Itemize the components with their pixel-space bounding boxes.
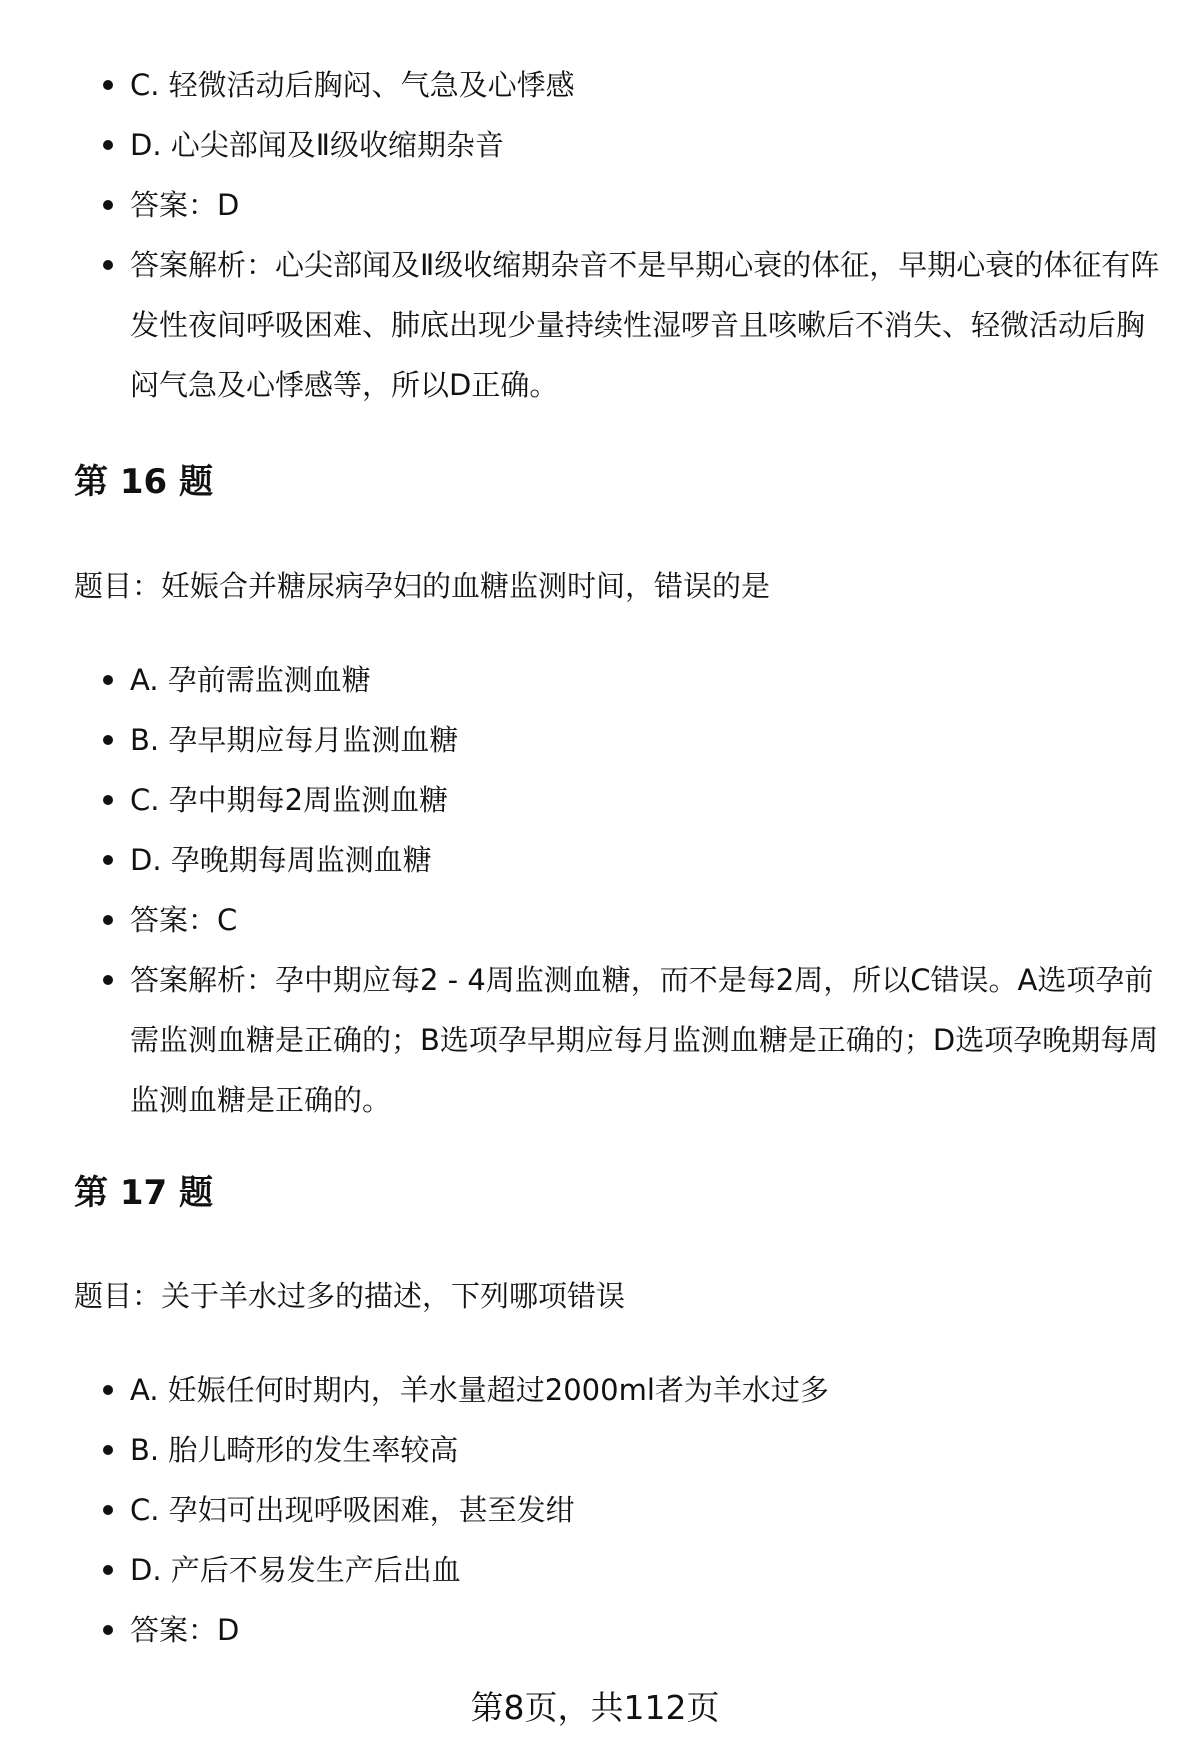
list-item-option-a: A. 妊娠任何时期内，羊水量超过2000ml者为羊水过多 xyxy=(0,1360,1190,1420)
list-item-option-c: C. 轻微活动后胸闷、气急及心悸感 xyxy=(0,55,1190,115)
list-item-answer: 答案：D xyxy=(0,1600,1190,1660)
page-number: 第8页，共112页 xyxy=(470,1688,720,1727)
list-item-answer: 答案：C xyxy=(0,890,1190,950)
question-17-stem: 题目：关于羊水过多的描述，下列哪项错误 xyxy=(74,1279,626,1313)
prev-question-list xyxy=(0,55,1190,415)
list-item-explanation: 答案解析：心尖部闻及Ⅱ级收缩期杂音不是早期心衰的体征，早期心衰的体征有阵发性夜间呼吸困难、肺底出现少量持续性湿啰音且咳嗽后不消失、轻微活动后胸闷气急及心悸感等，所以D正确。 xyxy=(0,235,1190,415)
question-16-list xyxy=(0,650,1190,1130)
list-item-option-c: C. 孕妇可出现呼吸困难，甚至发绀 xyxy=(0,1480,1190,1540)
list-item-option-b: B. 孕早期应每月监测血糖 xyxy=(0,710,1190,770)
question-16-heading: 第 16 题 xyxy=(74,462,213,502)
list-item-option-d: D. 孕晚期每周监测血糖 xyxy=(0,830,1190,890)
list-item-explanation: 答案解析：孕中期应每2 - 4周监测血糖，而不是每2周，所以C错误。A选项孕前需监测血糖是正确的；B选项孕早期应每月监测血糖是正确的；D选项孕晚期每周监测血糖是正确的。 xyxy=(0,950,1190,1130)
list-item-option-b: B. 胎儿畸形的发生率较高 xyxy=(0,1420,1190,1480)
list-item-option-a: A. 孕前需监测血糖 xyxy=(0,650,1190,710)
list-item-option-d: D. 产后不易发生产后出血 xyxy=(0,1540,1190,1600)
list-item-option-c: C. 孕中期每2周监测血糖 xyxy=(0,770,1190,830)
question-17-list xyxy=(0,1360,1190,1660)
list-item-option-d: D. 心尖部闻及Ⅱ级收缩期杂音 xyxy=(0,115,1190,175)
list-item-answer: 答案：D xyxy=(0,175,1190,235)
question-16-stem: 题目：妊娠合并糖尿病孕妇的血糖监测时间，错误的是 xyxy=(74,569,771,603)
question-17-heading: 第 17 题 xyxy=(74,1173,213,1213)
